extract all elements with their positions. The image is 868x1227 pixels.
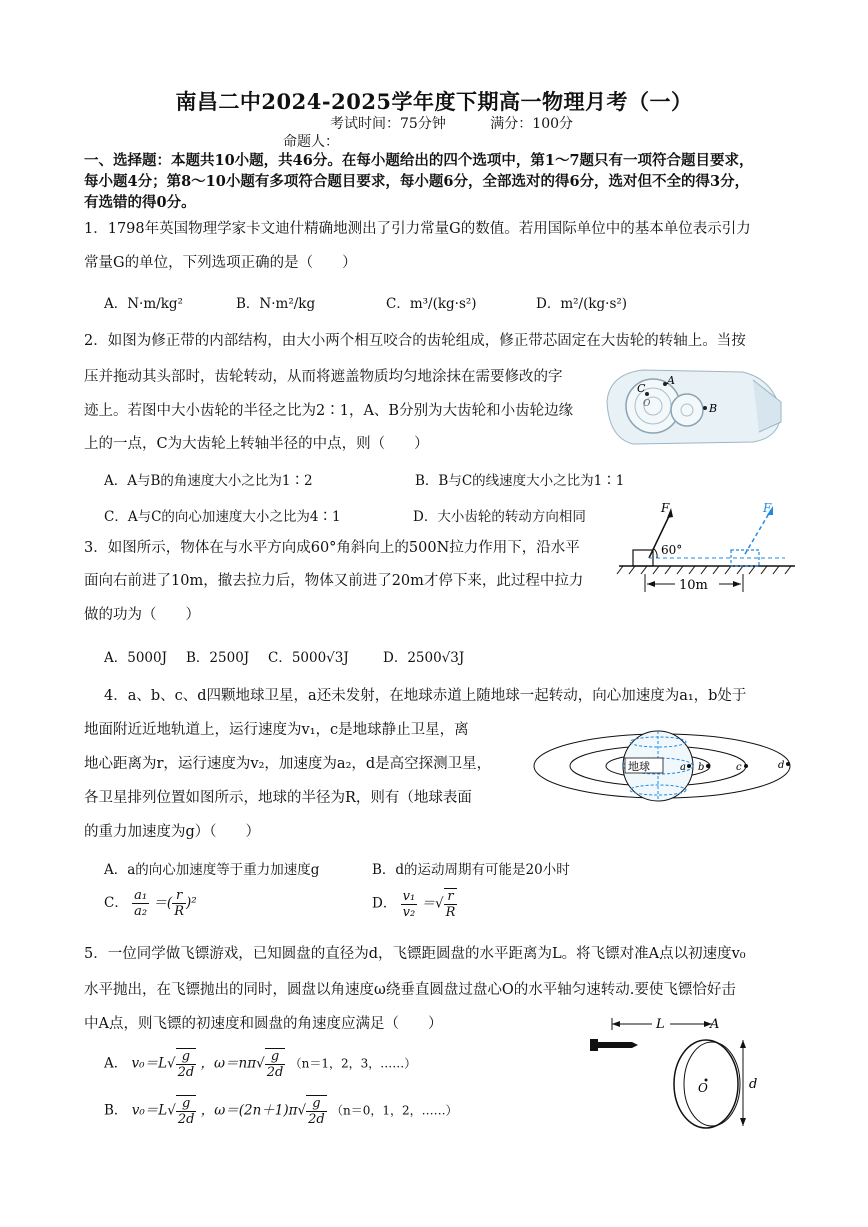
q3-option-c: C．5000√3J	[268, 650, 349, 666]
diameter-d-label: d	[749, 1077, 758, 1092]
section-line-1: 一、选择题：本题共10小题，共46分。在每小题给出的四个选项中，第1～7题只有一项符合题目要求，	[84, 152, 754, 169]
dart	[590, 1039, 638, 1051]
force-figure	[615, 498, 800, 594]
q4-line-4: 各卫星排列位置如图所示，地球的半径为R，则有（地球表面	[84, 790, 472, 806]
q1-option-a: A．N·m/kg²	[104, 296, 183, 312]
q3-line-2: 面向右前进了10m，撤去拉力后，物体又前进了20m才停下来，此过程中拉力	[84, 573, 584, 589]
label-c: C	[637, 382, 646, 395]
sat-d-label: d	[778, 760, 785, 771]
q4-option-d: D． $\frac{\text{v₁}}{\text{v₂}}$ ＝√ $\frac{r}{R}$	[372, 888, 456, 920]
dart-disk-figure	[586, 1012, 766, 1130]
q2-option-a: A．A与B的角速度大小之比为1∶2	[104, 473, 313, 489]
q4-line-5: 的重力加速度为g）（ ）	[84, 824, 261, 840]
sat-b-label: b	[698, 762, 705, 773]
author: 命题人：	[283, 134, 339, 150]
sat-a-label: a	[680, 762, 686, 773]
section-heading	[84, 150, 804, 213]
formula-r-over-R: $\frac{r}{R}$	[174, 888, 184, 919]
q4-option-d-prefix: D．	[372, 895, 397, 912]
q4-line-2: 地面附近近地轨道上，运行速度为v₁，c是地球静止卫星，离	[84, 722, 469, 738]
force-label-1: F	[661, 501, 670, 515]
q4-option-c: C． $\frac{\text{a₁}}{\text{a₂}}$ ＝( $\frac{r}{R}$ )²	[104, 888, 197, 919]
formula-g-over-2d-4: $\frac{g}{2d}$	[308, 1096, 325, 1127]
q2-line-2: 压并拖动其头部时，齿轮转动，从而将遮盖物质均匀地涂抹在需要修改的字	[84, 369, 563, 385]
section-line-3: 有选错的得0分。	[84, 194, 196, 211]
q5-line-3: 中A点，则飞镖的初速度和圆盘的角速度应满足（ ）	[84, 1016, 443, 1032]
q2-option-b: B．B与C的线速度大小之比为1∶1	[415, 473, 625, 489]
satellite-orbits-figure	[530, 728, 795, 804]
full-score: 满分：100分	[490, 116, 574, 132]
sat-c-label: c	[736, 762, 742, 773]
q5-option-b: B． v₀＝L√ $\frac{g}{2d}$ ，ω＝(2n＋1)π√ $\frac{g}{2d}$ （n＝0，1，2，……）	[104, 1096, 458, 1127]
q2-line-4: 上的一点，C为大齿轮上转轴半径的中点，则（ ）	[84, 436, 429, 452]
formula-sqrt-r-over-R: $\frac{r}{R}$	[445, 889, 456, 920]
q3-option-b: B．2500J	[186, 650, 250, 666]
small-gear	[671, 394, 703, 426]
q2-option-c: C．A与C的向心加速度大小之比为4∶1	[104, 509, 341, 525]
q3-option-d: D．2500√3J	[383, 650, 465, 666]
section-line-2: 每小题4分；第8～10小题有多项符合题目要求，每小题6分，全部选对的得6分，选对但不全的得3分，	[84, 173, 750, 190]
q3-line-1: 3．如图所示，物体在与水平方向成60°角斜向上的500N拉力作用下，沿水平	[84, 540, 580, 556]
q5-option-a-cond: （n＝1，2，3，……）	[289, 1056, 417, 1071]
q2-option-d: D．大小齿轮的转动方向相同	[413, 509, 586, 525]
q1-line-1: 1．1798年英国物理学家卡文迪什精确地测出了引力常量G的数值。若用国际单位中的基本单位表示引力	[84, 221, 751, 237]
formula-a1-over-a2: $\frac{\text{a₁}}{\text{a₂}}$	[134, 888, 148, 919]
q1-option-b: B．N·m²/kg	[236, 296, 316, 312]
formula-g-over-2d: $\frac{g}{2d}$	[177, 1049, 195, 1080]
q5-option-a-prefix: A．	[104, 1055, 128, 1072]
formula-g-over-2d-3: $\frac{g}{2d}$	[177, 1096, 195, 1127]
q3-line-3: 做的功为（ ）	[84, 607, 200, 623]
q1-option-d: D．m²/(kg·s²)	[536, 296, 628, 312]
q4-line-3: 地心距离为r，运行速度为v₂，加速度为a₂，d是高空探测卫星，	[84, 756, 492, 772]
q4-line-1: 4．a、b、c、d四颗地球卫星，a还未发射，在地球赤道上随地球一起转动，向心加速度为a₁，b处于	[104, 688, 747, 704]
q3-option-a: A．5000J	[104, 650, 168, 666]
exam-info	[330, 113, 613, 133]
correction-tape-figure	[603, 362, 785, 450]
q4-option-b: B．d的运动周期有可能是20小时	[372, 862, 570, 878]
point-a-label: A	[710, 1017, 720, 1032]
formula-g-over-2d-2: $\frac{g}{2d}$	[266, 1049, 284, 1080]
distance-l-label: L	[656, 1017, 665, 1032]
center-o-label: O	[698, 1081, 708, 1095]
q2-line-3: 迹上。若图中大小齿轮的半径之比为2∶1，A、B分别为大齿轮和小齿轮边缘	[84, 403, 574, 419]
q5-line-1: 5．一位同学做飞镖游戏，已知圆盘的直径为d，飞镖距圆盘的水平距离为L。将飞镖对准A点以初速度v₀	[84, 946, 746, 962]
label-a: A	[667, 374, 675, 387]
q5-option-a: A． v₀＝L√ $\frac{g}{2d}$ ，ω＝nπ√ $\frac{g}{2d}$ （n＝1，2，3，……）	[104, 1049, 417, 1080]
label-o: O	[643, 399, 651, 409]
q2-line-1: 2．如图为修正带的内部结构，由大小两个相互咬合的齿轮组成，修正带芯固定在大齿轮的转轴上。当按	[84, 333, 746, 349]
distance-label: 10m	[679, 578, 708, 593]
earth-label: 地球	[628, 760, 650, 773]
q1-option-c: C．m³/(kg·s²)	[386, 296, 477, 312]
page-title: 南昌二中2024-2025学年度下期高一物理月考（一）	[175, 89, 693, 114]
q4-option-a: A．a的向心加速度等于重力加速度g	[104, 862, 320, 878]
formula-v1-over-v2: $\frac{\text{v₁}}{\text{v₂}}$	[402, 888, 416, 920]
q5-option-b-cond: （n＝0，1，2，……）	[331, 1103, 458, 1118]
q5-option-b-prefix: B．	[104, 1102, 128, 1119]
q4-option-c-prefix: C．	[104, 895, 128, 911]
label-b: B	[709, 402, 718, 415]
force-label-2: F	[763, 501, 772, 515]
q5-line-2: 水平抛出，在飞镖抛出的同时，圆盘以角速度ω绕垂直圆盘过盘心O的水平轴匀速转动.要使飞镖恰好击	[84, 982, 736, 998]
angle-label: 60°	[661, 543, 683, 557]
exam-time: 考试时间：75分钟	[330, 116, 446, 132]
q1-line-2: 常量G的单位，下列选项正确的是（ ）	[84, 255, 357, 271]
